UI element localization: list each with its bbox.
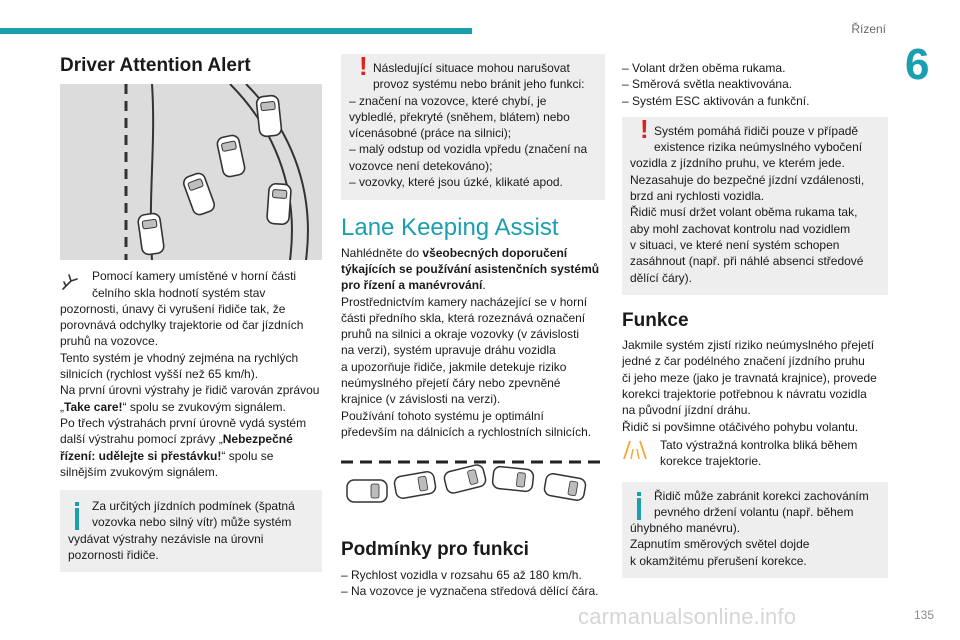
lka-ref-line-1: Nahlédněte do všeobecných doporučení (341, 245, 568, 260)
info2-line-1: Řidič může zabránit korekci zachováním (654, 488, 869, 503)
funkce-line-6: Řidič si povšimne otáčivého pohybu volantu. (622, 419, 859, 434)
warning2-line-7: aby mohl zachovat kontrolu nad vozidlem (630, 221, 851, 236)
condition-1: – Rychlost vozidla v rozsahu 65 až 180 km/h. (341, 567, 582, 582)
body-line-7: Po třech výstrahách první úrovně vydá systém (60, 415, 307, 430)
body-line-3: pruhů na vozovce. (60, 334, 159, 349)
lamp-line-2: korekce trajektorie. (660, 454, 762, 469)
lka-body-6: neúmyslného přejetí čáry nebo zpevněné (341, 376, 561, 391)
column-lane-keeping (341, 51, 605, 599)
warning-line-3: – značení na vozovce, které chybí, je (349, 93, 547, 108)
page-number: 135 (913, 608, 934, 622)
info-icon (637, 492, 641, 496)
lka-ref-line-3: pro řízení a manévrování. (341, 278, 486, 293)
lka-ref-link-2: týkajících se používání asistenčních systémů (341, 261, 600, 276)
lane-keeping-title: Lane Keeping Assist (341, 214, 559, 242)
warning-line-8: – vozovky, které jsou úzké, klikaté apod. (349, 175, 563, 190)
lka-body-2: části předního skla, která rozeznává označení (341, 310, 586, 325)
warning-icon: ! (640, 113, 649, 144)
warning2-line-1: Systém pomáhá řidiči pouze v případě (654, 123, 859, 138)
warning-line-5: vícenásobné (práce na silnici); (349, 126, 512, 141)
info2-line-3: úhybného manévru). (630, 521, 741, 536)
warning2-line-5: brzd ani rychlosti vozidla. (630, 189, 765, 204)
watermark: carmanualsonline.info (578, 604, 797, 629)
driver-attention-title: Driver Attention Alert (60, 55, 251, 76)
lane-keeping-illustration (341, 454, 605, 520)
lka-body-9: především na dálnicích a rychlostních silnicích. (341, 424, 592, 439)
alert-message-part-1: Nebezpečné (222, 432, 293, 447)
info-line-1: Za určitých jízdních podmínek (špatná (92, 499, 295, 514)
condition-4: – Směrová světla neaktivována. (622, 77, 793, 92)
lka-body-3: pruhů na silnici a okraje vozovky (v závislosti (341, 327, 580, 342)
lka-ref-line-2 (341, 261, 605, 277)
lane-departure-warning-icon (622, 439, 648, 461)
take-care-line: „Take care!“ spolu se zvukovým signálem. (60, 399, 286, 414)
warning-icon: ! (359, 51, 368, 81)
warning2-line-10: dělící čáry). (630, 270, 693, 285)
camera-hand-icon (60, 270, 82, 292)
column-function (622, 60, 888, 578)
body-line-2: porovnává odchylky trajektorie od čar jízdních (60, 318, 304, 333)
warning2-line-2: existence rizika neúmyslného vybočení (654, 140, 863, 155)
condition-5: – Systém ESC aktivován a funkční. (622, 93, 810, 108)
alert-message-part-2: řízení: udělejte si přestávku! (60, 448, 222, 463)
lka-body-5: a upozorňuje řidiče, jakmile detekuje riziko (341, 359, 567, 374)
funkce-line-4: korekci trajektorie potřebnou k návratu vozidla (622, 387, 867, 402)
lka-body-8: Používání tohoto systému je optimální (341, 408, 544, 423)
take-care-message: Take care! (64, 399, 123, 414)
lka-ref-link-1: všeobecných doporučení (422, 245, 568, 260)
lka-body-7: krajnice (v závislosti na verzi). (341, 392, 501, 407)
info2-line-2: pevného držení volantu (např. během (654, 504, 854, 519)
header-accent-bar (0, 28, 472, 34)
body-line-10: silnějším zvukovým signálem. (60, 464, 219, 479)
lka-ref-link-3: pro řízení a manévrování (341, 278, 483, 293)
info-box-road-conditions (60, 490, 322, 572)
info-line-2: vozovka nebo silný vítr) může systém (92, 515, 292, 530)
warning-line-1: Následující situace mohou narušovat (373, 61, 570, 75)
chapter-number: 6 (905, 40, 930, 89)
intro-line-1: Pomocí kamery umístěné v horní části (92, 269, 297, 284)
warning-line-2: provoz systému nebo bránit jeho funkci: (373, 77, 585, 92)
conditions-title: Podmínky pro funkci (341, 539, 529, 561)
warning2-line-3: vozidla z jízdního pruhu, ve kterém jede. (630, 156, 845, 171)
column-driver-attention (60, 56, 322, 572)
warning2-line-6: Řidič musí držet volant oběma rukama tak, (630, 205, 858, 220)
info2-line-4: Zapnutím směrových světel dojde (630, 537, 810, 552)
funkce-line-5: na původní jízdní dráhu. (622, 403, 751, 418)
condition-3: – Volant držen oběma rukama. (622, 61, 786, 75)
warning-line-6: – malý odstup od vozidla vpředu (značení na (349, 142, 588, 157)
condition-2: – Na vozovce je vyznačena středová dělící čára. (341, 583, 599, 598)
body-line-1: pozornosti, únavy či vyrušení řidiče tak, že (60, 301, 286, 316)
body-line-8: další výstrahu pomocí zprávy „Nebezpečné (60, 432, 293, 447)
body-line-4: Tento systém je vhodný zejména na rychlých (60, 350, 299, 365)
body-line-6: Na první úrovni výstrahy je řidič varován zprávou (60, 383, 320, 398)
warning2-line-9: zasáhnout (např. při náhlé absenci středové (630, 254, 864, 269)
info-line-3: vydávat výstrahy nezávisle na úrovni (68, 531, 264, 546)
info-line-4: pozornosti řidiče. (68, 548, 159, 563)
warning2-line-4: Nezasahuje do bezpečné jízdní vzdálenosti, (630, 172, 865, 187)
warning-box-assist-only (622, 113, 888, 295)
funkce-line-2: jedné z čar podélného značení jízdního pruhu (622, 354, 865, 369)
funkce-line-1: Jakmile systém zjistí riziko neúmyslného přejetí (622, 338, 875, 353)
body-line-9: řízení: udělejte si přestávku!“ spolu se (60, 448, 274, 463)
warning-box-limitations (341, 51, 605, 200)
driver-attention-illustration (60, 84, 322, 260)
funkce-line-3: či jeho meze (jako je travnatá krajnice), provede (622, 370, 877, 385)
info2-line-5: k okamžitému přerušení korekce. (630, 553, 807, 568)
warning-line-4: vybledlé, překryté (sněhem, blátem) nebo (349, 109, 570, 124)
warning-line-7: vozovce není detekováno); (349, 158, 493, 173)
info-box-override (622, 482, 888, 578)
warning2-line-8: v situaci, ve které není systém schopen (630, 237, 840, 252)
lamp-line-1: Tato výstražná kontrolka bliká během (660, 437, 858, 452)
lka-body-4: na verzi), systém upravuje dráhu vozidla (341, 343, 556, 358)
body-line-5: silnicích (rychlost vyšší než 65 km/h). (60, 367, 259, 382)
funkce-title: Funkce (622, 309, 689, 331)
info-icon (75, 502, 79, 506)
section-title: Řízení (851, 22, 886, 36)
lka-body-1: Prostřednictvím kamery nacházející se v horní (341, 294, 588, 309)
intro-line-2: čelního skla hodnotí systém stav (92, 285, 266, 300)
